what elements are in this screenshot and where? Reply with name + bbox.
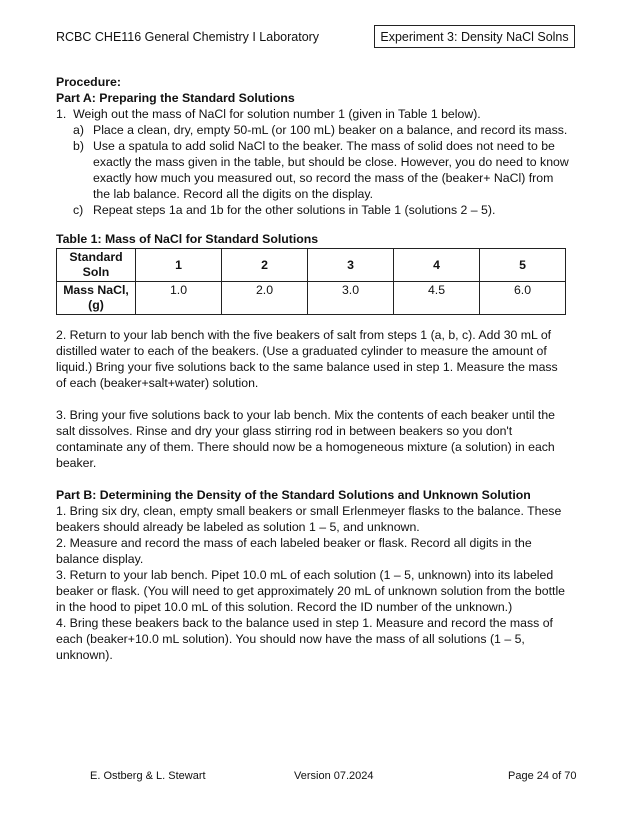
experiment-title: Experiment 3: Density NaCl Solns (380, 29, 569, 44)
paragraph-line: beakers should already be labeled as solution 1 – 5, and unknown. (56, 520, 420, 534)
table-header-cell: 3 (308, 249, 394, 282)
substep-marker: b) (73, 139, 84, 153)
substep-line: exactly the mass given in the table, but should be close. However, you do need to know (93, 155, 569, 169)
substep-c (56, 202, 576, 218)
paragraph-line: of each (beaker+salt+water) solution. (56, 376, 259, 390)
table-header-cell: 2 (222, 249, 308, 282)
substep-line: Use a spatula to add solid NaCl to the beaker. The mass of solid does not need to be (93, 139, 555, 153)
part-b-steps (56, 503, 576, 663)
table-cell: 2.0 (222, 282, 308, 315)
paragraph-line: salt dissolves. Rinse and dry your glass stirring rod in between beakers so you don't (56, 424, 513, 438)
table-cell: 4.5 (394, 282, 480, 315)
paragraph-line: 2. Return to your lab bench with the five beakers of salt from steps 1 (a, b, c). Add 30 mL of (56, 328, 552, 342)
substep-line: exactly how much you measured out, so record the mass of the (beaker+ NaCl) from (93, 171, 554, 185)
paragraph-line: 2. Measure and record the mass of each labeled beaker or flask. Record all digits in the (56, 536, 532, 550)
experiment-title-box (374, 25, 575, 48)
step-text: Weigh out the mass of NaCl for solution number 1 (given in Table 1 below). (73, 107, 481, 121)
paragraph-line: 4. Bring these beakers back to the balance used in step 1. Measure and record the mass of (56, 616, 553, 630)
table-header-cell: 4 (394, 249, 480, 282)
substep-marker: a) (73, 123, 84, 137)
procedure-content (56, 74, 576, 663)
table-cell: 6.0 (480, 282, 566, 315)
footer-authors: E. Ostberg & L. Stewart (90, 770, 206, 782)
table-row (57, 282, 566, 315)
paragraph-line: 3. Bring your five solutions back to your lab bench. Mix the contents of each beaker until the (56, 408, 555, 422)
part-a-step-1 (56, 106, 576, 122)
part-b-title: Part B: Determining the Density of the Standard Solutions and Unknown Solution (56, 488, 531, 502)
footer-page-number: Page 24 of 70 (508, 770, 577, 782)
table-cell: 1.0 (136, 282, 222, 315)
substep-marker: c) (73, 203, 84, 217)
part-a-step-2 (56, 327, 576, 391)
paragraph-line: contaminate any of them. There should now be a homogeneous mixture (a solution) in each (56, 440, 555, 454)
paragraph-line: balance display. (56, 552, 144, 566)
step-number: 1. (56, 107, 67, 121)
part-a-step-3 (56, 407, 576, 471)
nacl-mass-table (56, 248, 566, 315)
part-a-title: Part A: Preparing the Standard Solutions (56, 91, 295, 105)
table-header-cell: 1 (136, 249, 222, 282)
paragraph-line: 1. Bring six dry, clean, empty small beakers or small Erlenmeyer flasks to the balance. These (56, 504, 562, 518)
substep-line: Place a clean, dry, empty 50-mL (or 100 mL) beaker on a balance, and record its mass. (93, 123, 568, 137)
table-header-cell: 5 (480, 249, 566, 282)
paragraph-line: unknown). (56, 648, 113, 662)
paragraph-line: in the hood to pipet 10.0 mL of this solution. Record the ID number of the unknown.) (56, 600, 513, 614)
substep-line: Repeat steps 1a and 1b for the other solutions in Table 1 (solutions 2 – 5). (93, 203, 496, 217)
table-title: Table 1: Mass of NaCl for Standard Solutions (56, 232, 319, 246)
row-label: Mass NaCl, (g) (57, 282, 136, 315)
procedure-heading: Procedure: (56, 75, 121, 89)
table-cell: 3.0 (308, 282, 394, 315)
substep-line: the lab balance. Record all the digits on the display. (93, 187, 374, 201)
paragraph-line: distilled water to each of the beakers. (Use a graduated cylinder to measure the amount of (56, 344, 547, 358)
row-label: Standard Soln (57, 249, 136, 282)
paragraph-line: beaker or flask. (You will need to get approximately 20 mL of unknown solution from the bottle (56, 584, 566, 598)
substep-b (56, 138, 576, 202)
substep-a (56, 122, 576, 138)
paragraph-line: liquid.) Bring your five solutions back to the same balance used in step 1. Measure the mass (56, 360, 558, 374)
footer-version: Version 07.2024 (294, 770, 374, 782)
paragraph-line: beaker. (56, 456, 97, 470)
paragraph-line: each (beaker+10.0 mL solution). You should now have the mass of all solutions (1 – 5, (56, 632, 525, 646)
paragraph-line: 3. Return to your lab bench. Pipet 10.0 mL of each solution (1 – 5, unknown) into its labeled (56, 568, 554, 582)
table-row (57, 249, 566, 282)
course-title: RCBC CHE116 General Chemistry I Laboratory (56, 30, 320, 44)
